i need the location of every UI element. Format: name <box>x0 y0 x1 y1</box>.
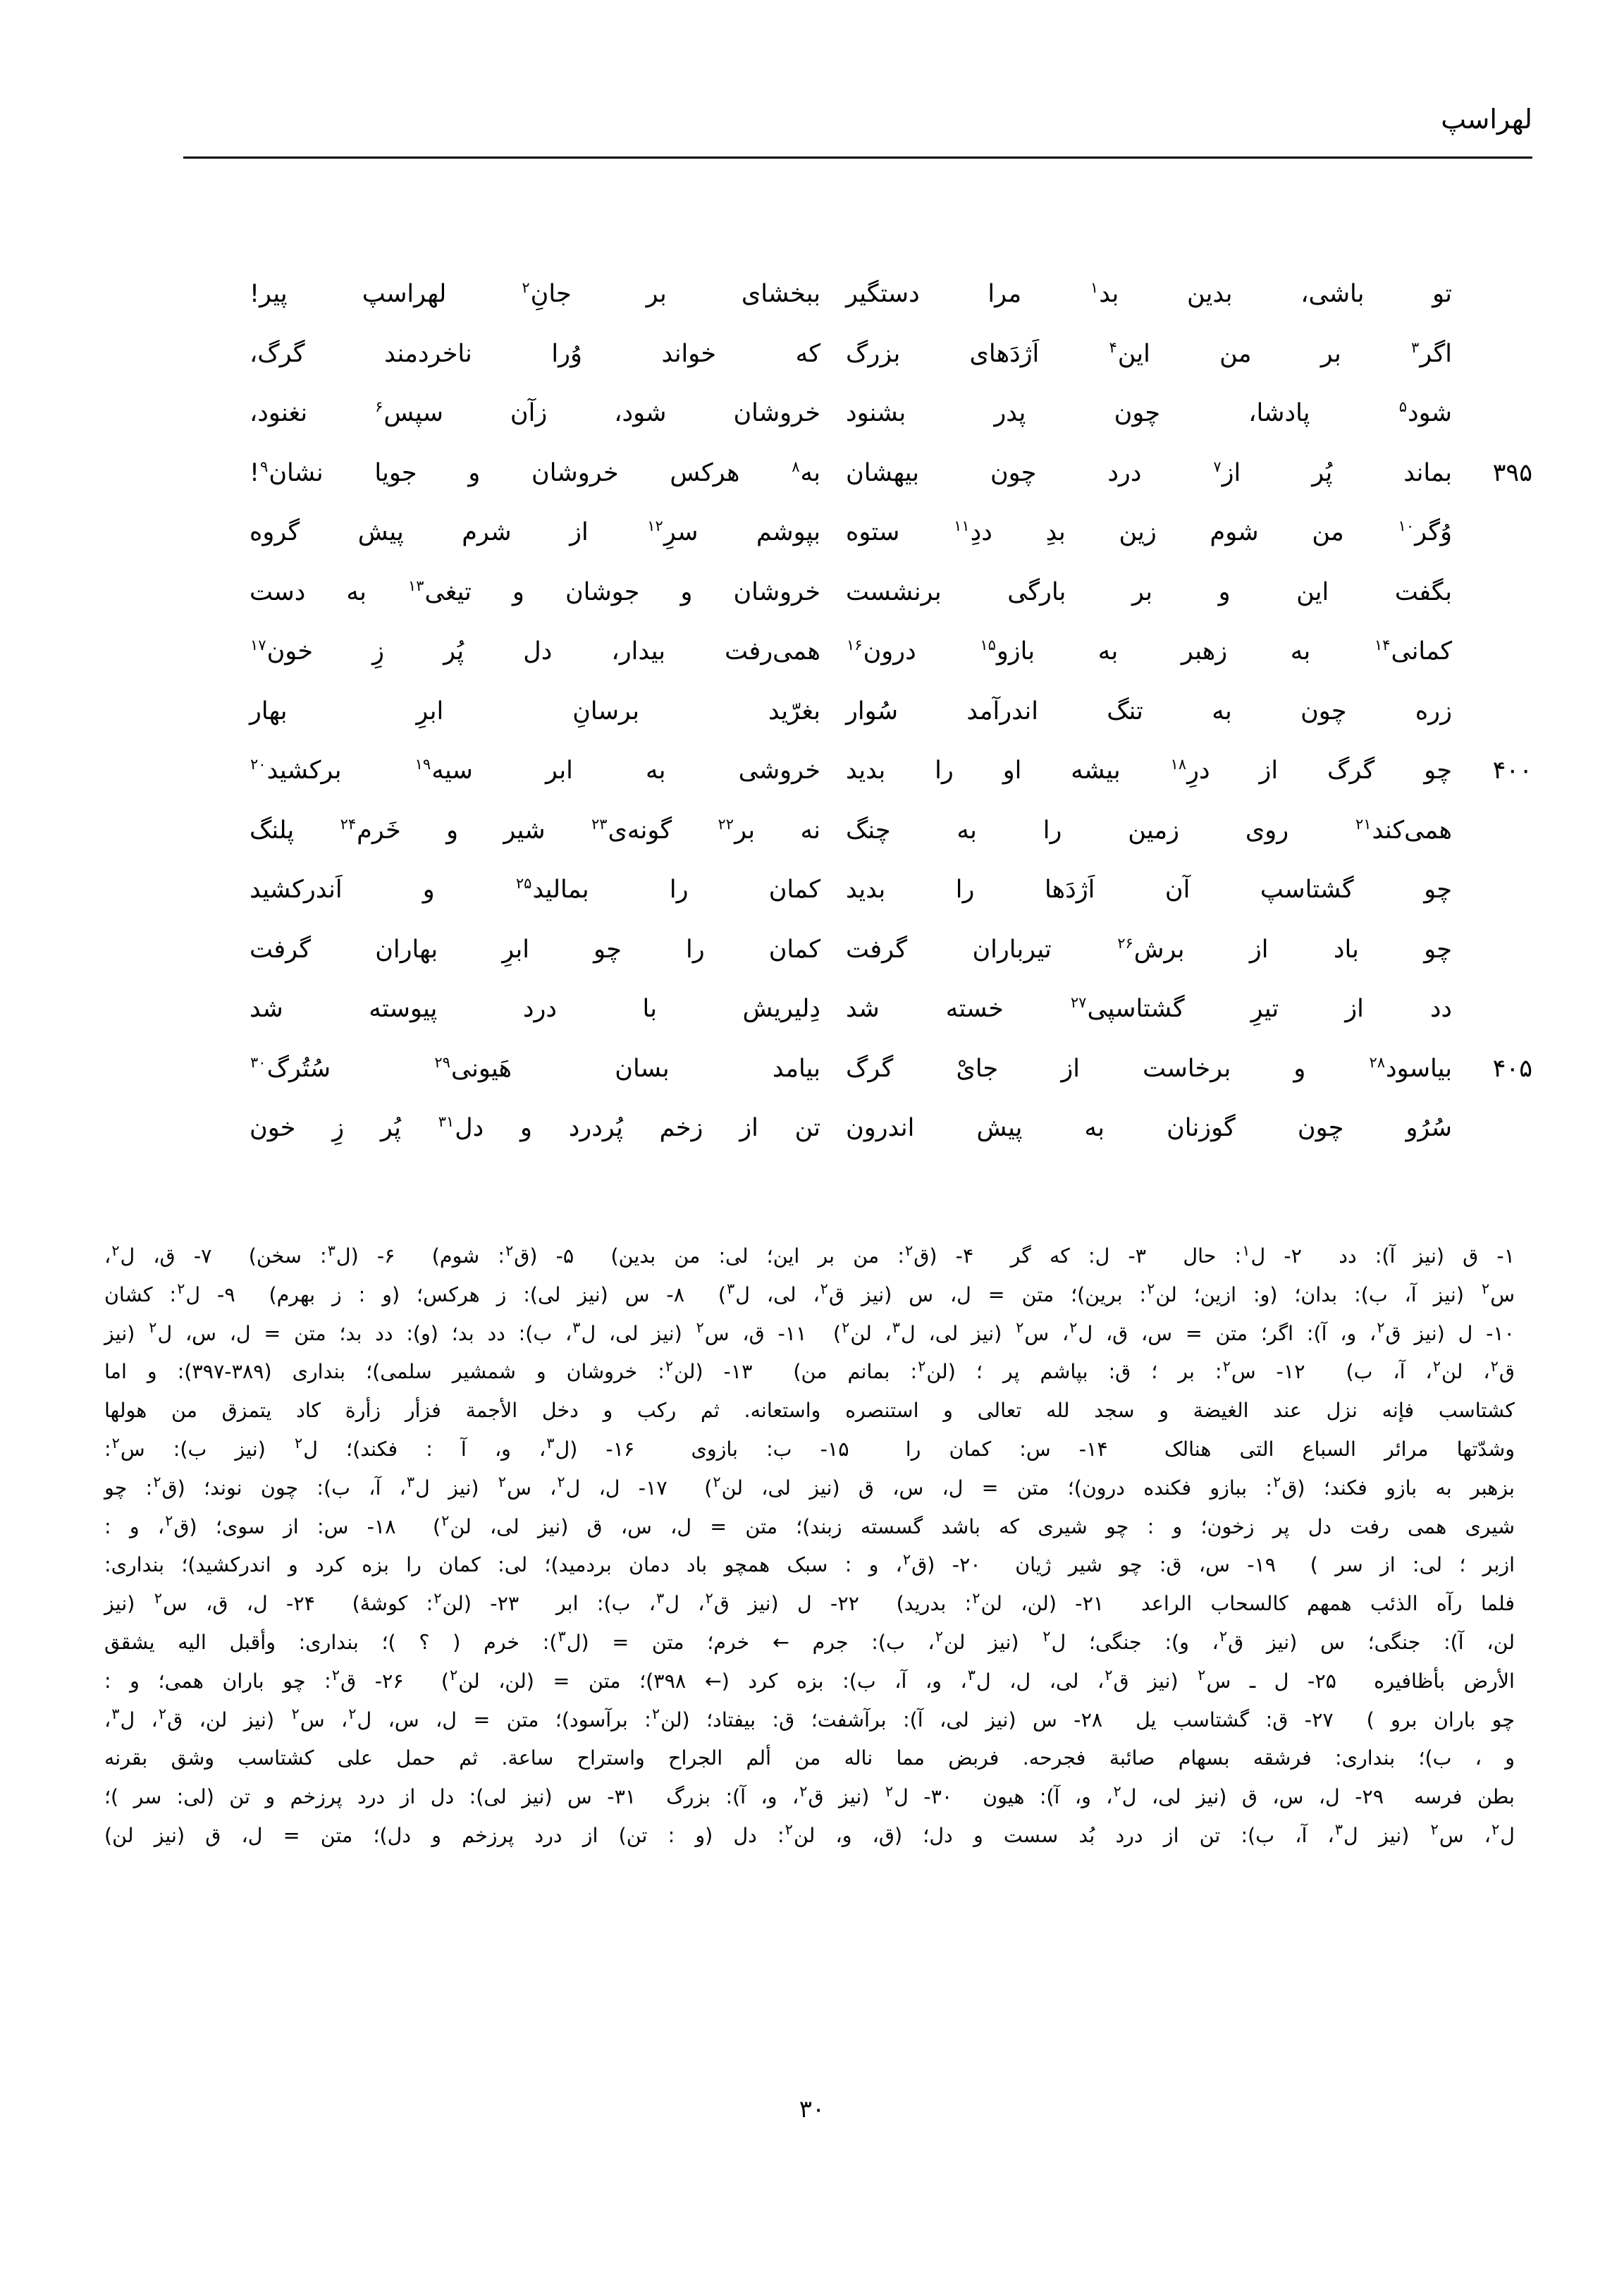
apparatus-line: لن، آ): جنگی؛ س (نیز ق$^۲$، و): جنگی؛ ل$^۲$ (نیز لن$^۲$، ب): جرم ← خرم؛ متن = (ل$^۳$): خرم ( ؟ )؛ بنداری: وأقبل الیه یشقق <box>104 1628 1515 1654</box>
hemistich-left: کمان را چو ابرِ بهاران گرفت <box>250 935 820 964</box>
hemistich-left: نه بر$^{۲۲}$ گونه‌ی$^{۲۳}$ شیر و خَرم$^{۲۴}$ پلنگ <box>250 815 820 845</box>
apparatus-line: بطن فرسه ۲۹- ل، س، ق (نیز لی، ل$^۲$، و، آ): هیون ۳۰- ل$^۲$ (نیز ق$^۲$، و، آ): بزرگ ۳۱- س (نیز لی): دل از درد پرزخم و تن (لی: سر )؛ <box>104 1782 1515 1809</box>
verse-row <box>92 338 1532 400</box>
hemistich-right: بگفت این و بر بارگی برنشست <box>846 577 1452 606</box>
hemistich-right: بیاسود$^{۲۸}$ و برخاست از جایْ گرگ <box>846 1053 1452 1083</box>
hemistich-left: تن از زخم پُردرد و دل$^{۳۱}$ پُر زِ خون <box>250 1113 820 1142</box>
header-rule-divider <box>183 157 1532 159</box>
apparatus-line: ازبر ؛ لی: از سر ) ۱۹- س، ق: چو شیر ژیان ۲۰- (ق$^۲$، و : سبک همچو باد دمان بردمید)؛ لی: کمان را بزه کرد و اندرکشید)؛ بنداری: <box>104 1550 1515 1577</box>
critical-apparatus <box>104 1237 1515 1856</box>
apparatus-line: فلما رآه الذئب همهم کالسحاب الراعد ۲۱- (لن، لن$^۲$: بدرید) ۲۲- ل (نیز ق$^۲$، ل$^۳$، ب): ابر ۲۳- (لن$^۲$: کوشهٔ) ۲۴- ل، ق، س$^۲$ (نیز <box>104 1589 1515 1616</box>
hemistich-right: اگر$^۳$ بر من این$^۴$ اَژدَهای بزرگ <box>846 338 1452 368</box>
verse-line-number: ۳۹۵ <box>1492 458 1532 487</box>
apparatus-line: ۱- ق (نیز آ): دد ۲- ل$^۱$: حال ۳- ل: که گر ۴- (ق$^۲$: من بر این؛ لی: من بدین) ۵- (ق$^۲$: شوم) ۶- (ل$^۳$: سخن) ۷- ق، ل$^۲$، <box>104 1242 1515 1268</box>
verse-row <box>92 1115 1532 1175</box>
hemistich-left: ببخشای بر جانِ$^۲$ لهراسپ پیر! <box>250 279 820 308</box>
verse-row <box>92 1055 1532 1115</box>
hemistich-right: دد از تیرِ گشتاسپی$^{۲۷}$ خسته شد <box>846 994 1452 1023</box>
apparatus-line: چو باران برو ) ۲۷- ق: گشتاسب یل ۲۸- س (نیز لی، آ): برآشفت؛ ق: بیفتاد؛ (لن$^۲$: برآسود)؛ متن = ل، س، ل$^۲$، س$^۲$ (نیز لن، ق$^۲$، ل$^۳$، <box>104 1705 1515 1732</box>
apparatus-line: ق$^۲$، لن$^۲$، آ، ب) ۱۲- س$^۲$: بر ؛ ق: بپاشم پر ؛ (لن$^۲$: بمانم من) ۱۳- (لن$^۲$: خروشان و شمشیر سلمی)؛ بنداری (۳۸۹-۳۹۷): و اما <box>104 1357 1515 1384</box>
running-head-title: لهراسپ <box>1441 104 1532 135</box>
verse-line-number: ۴۰۵ <box>1492 1054 1532 1083</box>
hemistich-left: همی‌رفت بیدار، دل پُر زِ خون$^{۱۷}$ <box>250 637 820 666</box>
verse-row <box>92 698 1532 758</box>
apparatus-line: و ، ب)؛ بنداری: فرشقه بسهام صائبة فجرحه. فربض مما ناله من ألم الجراح واستراح ساعة. ثم حمل علی کشتاسب وشق بقرنه <box>104 1746 1515 1770</box>
apparatus-line: بزهبر به بازو فکند؛ (ق$^۲$: ببازو فکنده درون)؛ متن = ل، س، ق (نیز لی، لن$^۲$) ۱۷- ل، ل$^۲$، س$^۲$ (نیز ل$^۳$، آ، ب): چون نوند؛ (ق$^۲$: چو <box>104 1473 1515 1500</box>
verse-row <box>92 638 1532 698</box>
apparatus-line: شیری همی رفت دل پر زخون؛ و : چو شیری که باشد گسسته زبند)؛ متن = ل، س، ق (نیز لی، لن$^۲$) ۱۸- س: از سوی؛ (ق$^۲$، و : <box>104 1512 1515 1538</box>
hemistich-right: چو گشتاسپ آن اَژدَها را بدید <box>846 876 1452 904</box>
verse-row <box>92 817 1532 877</box>
hemistich-right: چو گرگ از درِ$^{۱۸}$ بیشه او را بدید <box>846 756 1452 785</box>
hemistich-right: بماند پُر از$^۷$ درد چون بیهشان <box>846 458 1452 487</box>
hemistich-left: خروشان شود، زآن سپس$^۶$ نغنود، <box>250 398 820 427</box>
verse-row <box>92 579 1532 639</box>
hemistich-right: همی‌کند$^{۲۱}$ روی زمین را به چنگ <box>846 815 1452 845</box>
hemistich-right: سُرُو چون گوزنان به پیش اندرون <box>846 1114 1452 1142</box>
apparatus-line: ۱۰- ل (نیز ق$^۲$، و، آ): اگر؛ متن = س، ق، ل$^۲$، س$^۲$ (نیز لی، ل$^۳$، لن$^۲$) ۱۱- ق، س$^۲$ (نیز لی، ل$^۳$، ب): دد بد؛ (و): دد بد؛ متن = ل، س، ل$^۲$ (نیز <box>104 1319 1515 1345</box>
verse-row <box>92 281 1532 341</box>
hemistich-right: تو باشی، بدین بد$^۱$ مرا دستگیر <box>846 279 1452 308</box>
hemistich-right: زره چون به تنگ اندرآمد سُوار <box>846 697 1452 725</box>
hemistich-left: دِلیریش با درد پیوسته شد <box>250 995 820 1023</box>
hemistich-right: وُگر$^{۱۰}$ من شوم زین بدِ ددِ$^{۱۱}$ ستوه <box>846 517 1452 546</box>
hemistich-left: کمان را بمالید$^{۲۵}$ و اَندرکشید <box>250 875 820 904</box>
verse-row <box>92 876 1532 936</box>
hemistich-left: بپوشم سرِ$^{۱۲}$ از شرم پیش گروه <box>250 517 820 546</box>
verse-row <box>92 936 1532 996</box>
hemistich-left: خروشان و جوشان و تیغی$^{۱۳}$ به دست <box>250 577 820 606</box>
apparatus-line: کشتاسب فإنه نزل عند الغیضة و سجد لله تعالی و استنصره واستعانه. ثم رکب و دخل الأجمة فزأر زأرة کاد یتمزق من هولها <box>104 1399 1515 1423</box>
verse-row <box>92 995 1532 1055</box>
verse-block <box>92 279 1532 1142</box>
verse-row <box>92 519 1532 579</box>
verse-row <box>92 757 1532 817</box>
verse-row <box>92 460 1532 520</box>
hemistich-left: بیامد بسان هَیونی$^{۲۹}$ سُتُرگ$^{۳۰}$ <box>250 1053 820 1083</box>
running-head <box>183 106 1532 169</box>
hemistich-right: کمانی$^{۱۴}$ به زهبر به بازو$^{۱۵}$ درون$^{۱۶}$ <box>847 637 1452 666</box>
verse-row <box>92 400 1532 460</box>
hemistich-left: که خواند وُرا ناخردمند گرگ، <box>250 339 820 368</box>
hemistich-left: به$^۸$ هرکس خروشان و جویا نشان$^۹$! <box>250 458 820 487</box>
verse-line-number: ۴۰۰ <box>1492 756 1532 785</box>
apparatus-line: الأرض بأظافیره ۲۵- ل ـ س$^۲$ (نیز ق$^۲$، لی، ل، ل$^۳$، و، آ، ب): بزه کرد (← ۳۹۸)؛ متن = (لن، لن$^۲$) ۲۶- ق$^۲$: چو باران همی؛ و : <box>104 1667 1515 1693</box>
hemistich-right: چو باد از برش$^{۲۶}$ تیرباران گرفت <box>846 934 1452 964</box>
apparatus-line: ل$^۲$، س$^۲$ (نیز ل$^۳$، آ، ب): تن از درد بُد سست و دل؛ (ق، و، لن$^۲$: دل (و : تن) از درد پرزخم و دل)؛ متن = ل، ق (نیز لن) <box>104 1821 1515 1847</box>
folio-page-number: ۳۰ <box>799 2095 825 2123</box>
hemistich-right: شود$^۵$ پادشا، چون پدر بشنود <box>846 398 1452 427</box>
apparatus-line: وشدّتها مرائر السباع التی هنالک ۱۴- س: کمان را ۱۵- ب: بازوی ۱۶- (ل$^۳$، و، آ : فکند)؛ ل$^۲$ (نیز ب): س$^۲$: <box>104 1435 1515 1461</box>
hemistich-left: خروشی به ابر سیه$^{۱۹}$ برکشید$^{۲۰}$ <box>250 756 820 785</box>
apparatus-line: س$^۲$ (نیز آ، ب): بدان؛ (و: ازین؛ لن$^۲$: برین)؛ متن = ل، س (نیز ق$^۲$، لی، ل$^۳$) ۸- س (نیز لی): ز هرکس؛ (و : ز بهرم) ۹- ل$^۲$: کشان <box>104 1280 1515 1306</box>
hemistich-left: بغرّید برسانِ ابرِ بهار <box>250 697 820 725</box>
